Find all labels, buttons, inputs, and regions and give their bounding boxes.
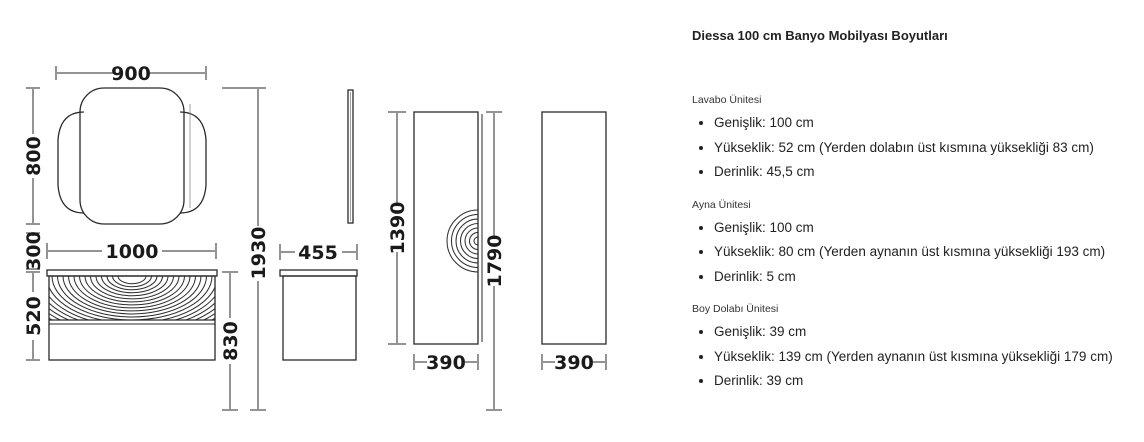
- tall-cabinet-side-view: [542, 112, 606, 344]
- section-boy-dolabi: [692, 303, 1137, 394]
- drawer-arc-line: [107, 276, 157, 290]
- niche-arc-line: [465, 228, 478, 254]
- dim-label-1790: 1790: [484, 234, 506, 288]
- section-heading: Ayna Ünitesi: [692, 198, 751, 211]
- dim-label-900: 900: [111, 63, 151, 85]
- dim-side-depth: [280, 242, 357, 264]
- dim-tall-depth: [542, 352, 606, 374]
- dim-label-830: 830: [220, 321, 242, 361]
- dim-label-1930: 1930: [248, 226, 270, 280]
- dim-tall-height: [387, 112, 409, 344]
- list-item: • Genişlik: 100 cm: [714, 216, 1137, 241]
- dim-counter-height: [23, 231, 45, 271]
- drawer-arc-line: [69, 276, 196, 311]
- section-heading: Boy Dolabı Ünitesi: [692, 303, 779, 315]
- dim-vanity-height: [220, 272, 242, 410]
- drawer-arc-line: [47, 276, 218, 323]
- dim-tall-width: [414, 352, 478, 374]
- dim-cabinet-height: [23, 272, 45, 360]
- list-item: • Derinlik: 45,5 cm: [714, 160, 1137, 185]
- drawer-arc-line: [19, 276, 245, 338]
- niche-arc-pattern: [447, 210, 478, 272]
- spec-list: [692, 320, 1137, 394]
- section-lavabo: [692, 94, 1137, 185]
- list-item: • Genişlik: 39 cm: [714, 320, 1137, 345]
- specs-panel: [692, 28, 1137, 408]
- dim-label-390-side: 390: [554, 352, 594, 374]
- vanity-side-view: [280, 270, 357, 360]
- sink-top-view: [58, 88, 206, 224]
- list-item: • Yükseklik: 80 cm (Yerden aynanın üst kısmına yüksekliği 193 cm): [714, 240, 1137, 265]
- drawer-arc-line: [25, 276, 240, 335]
- dim-sink-depth: [23, 88, 45, 224]
- mirror-side-view: [348, 90, 353, 223]
- dim-label-800: 800: [23, 136, 45, 176]
- dim-label-390-front: 390: [426, 352, 466, 374]
- dim-label-455: 455: [298, 242, 338, 264]
- dim-tall-total-height: [484, 112, 506, 410]
- list-item: • Derinlik: 5 cm: [714, 265, 1137, 290]
- dim-cabinet-width: [47, 241, 216, 263]
- niche-arc-line: [456, 219, 478, 263]
- dim-label-520: 520: [23, 296, 45, 336]
- dim-label-1000: 1000: [105, 241, 159, 263]
- specs-title: Diessa 100 cm Banyo Mobilyası Boyutları: [692, 28, 948, 43]
- dim-sink-width: [56, 63, 206, 85]
- drawer-arc-line: [102, 276, 163, 293]
- spec-list: [692, 111, 1137, 185]
- list-item: • Derinlik: 39 cm: [714, 369, 1137, 394]
- dim-label-1390: 1390: [387, 201, 409, 255]
- section-heading: Lavabo Ünitesi: [692, 94, 762, 106]
- vanity-front-view: [14, 270, 251, 360]
- spec-list: [692, 216, 1137, 290]
- tall-cabinet-front-view: [414, 112, 482, 344]
- list-item: • Genişlik: 100 cm: [714, 111, 1137, 136]
- drawer-arc-line: [85, 276, 179, 302]
- list-item: • Yükseklik: 139 cm (Yerden aynanın üst kısmına yüksekliği 179 cm): [714, 345, 1137, 370]
- section-ayna: [692, 199, 1137, 290]
- dim-label-300: 300: [23, 231, 45, 271]
- list-item: • Yükseklik: 52 cm (Yerden dolabın üst kısmına yüksekliği 83 cm): [714, 136, 1137, 161]
- drawer-arc-line: [118, 276, 146, 284]
